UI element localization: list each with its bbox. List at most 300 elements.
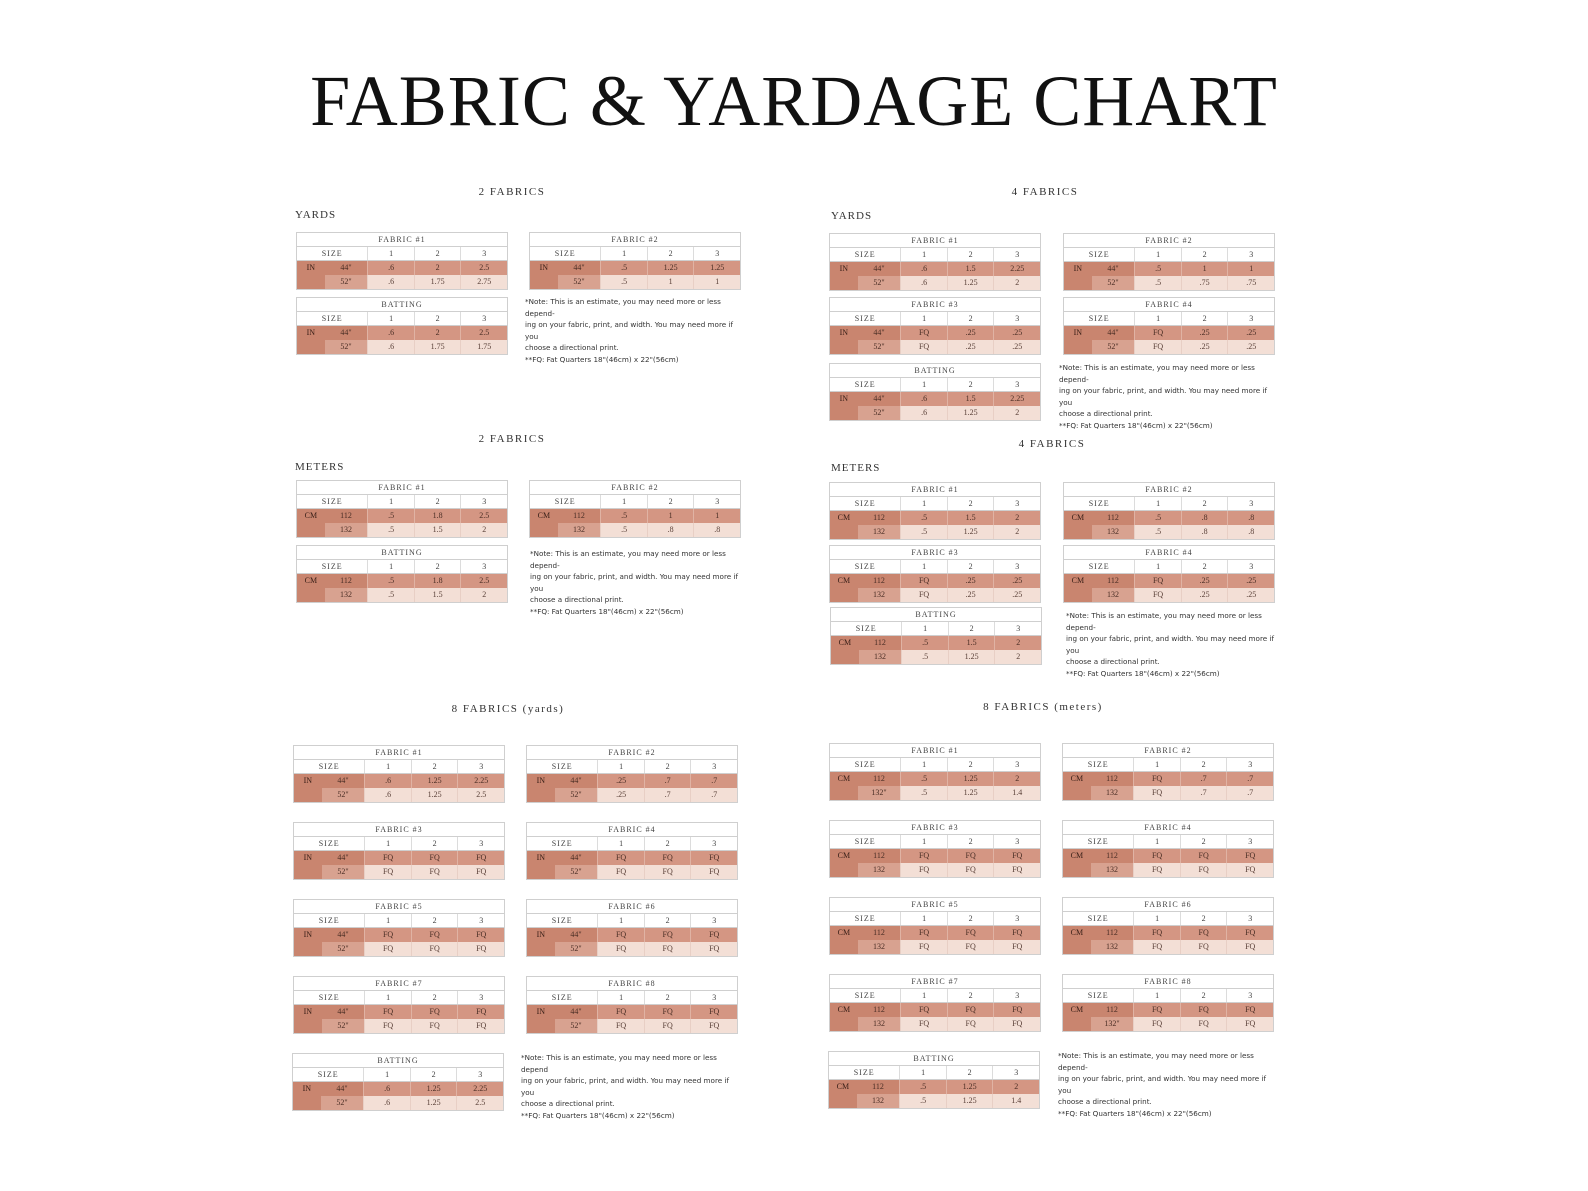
yardage-table [1063,233,1275,291]
value-cell: .25 [947,340,994,354]
size-column-label: 1 [367,312,414,325]
size-column-label: 1 [363,1068,410,1081]
table-row [1063,940,1273,954]
value-cell: 2 [992,1080,1039,1094]
width-cell: 52" [858,406,901,420]
unit-cell-blank [293,1096,321,1110]
value-cell: 2 [414,326,461,340]
unit-cell-blank [830,525,858,539]
size-label: SIZE [554,497,576,506]
size-column-label: 1 [901,622,948,635]
size-column-label: 2 [947,312,994,325]
value-cell: .8 [1181,511,1228,525]
size-header-row [1063,989,1273,1003]
value-cell: FQ [457,865,504,879]
value-cell: FQ [1133,772,1180,786]
table-row [830,406,1040,420]
value-cell: 1.25 [947,406,994,420]
value-cell: .25 [993,588,1040,602]
size-header-row [830,560,1040,574]
size-column-label: 1 [900,989,947,1002]
unit-cell: IN [527,851,555,865]
size-column-label: 2 [948,622,995,635]
value-cell: FQ [947,849,994,863]
table-header: FABRIC #4 [1063,821,1273,835]
yardage-table [292,1053,504,1111]
value-cell: .25 [1181,340,1228,354]
table-header: FABRIC #1 [830,483,1040,497]
value-cell: .5 [1134,511,1181,525]
unit-cell: IN [294,928,322,942]
table-row [530,261,740,275]
note-line: choose a directional print. [1059,409,1153,418]
table-header: BATTING [297,546,507,560]
size-column-label: 2 [947,497,994,510]
value-cell: .5 [367,509,414,523]
value-cell: FQ [457,928,504,942]
width-cell: 112 [858,849,901,863]
table-row [1063,1017,1273,1031]
size-column-label: 1 [1134,497,1181,510]
value-cell: FQ [690,1005,737,1019]
table-row [294,851,504,865]
value-cell: .25 [1181,574,1228,588]
note-line: **FQ: Fat Quarters 18"(46cm) x 22"(56cm) [1059,420,1213,430]
table-header: FABRIC #5 [294,900,504,914]
table-row [831,636,1041,650]
size-column-label: 1 [597,760,644,773]
value-cell: 2 [993,511,1040,525]
table-row [294,774,504,788]
unit-cell-blank [530,275,558,289]
unit-label: METERS [831,462,881,474]
unit-cell-blank [830,1017,858,1031]
table-row [297,523,507,537]
size-header-row [530,495,740,509]
unit-cell: CM [1064,511,1092,525]
size-header-row [527,837,737,851]
value-cell: .25 [993,574,1040,588]
width-cell: 52" [558,275,601,289]
value-cell: .5 [367,588,414,602]
value-cell: FQ [364,1005,411,1019]
width-cell: 112 [325,509,368,523]
size-column-label: 1 [597,991,644,1004]
size-label: SIZE [318,993,340,1002]
width-cell: 112 [1092,511,1135,525]
unit-cell-blank [1063,1017,1091,1031]
value-cell: 1.8 [414,509,461,523]
value-cell: 1.25 [410,1082,457,1096]
value-cell: 2 [994,636,1041,650]
value-cell: FQ [1134,574,1181,588]
note-line: **FQ: Fat Quarters 18"(46cm) x 22"(56cm) [1058,1108,1212,1118]
width-cell: 52" [555,865,598,879]
yardage-table [296,480,508,538]
yardage-table [829,545,1041,603]
table-header: BATTING [830,364,1040,378]
table-row [830,786,1040,800]
width-cell: 44" [325,261,368,275]
table-header: FABRIC #8 [527,977,737,991]
value-cell: 1.5 [414,588,461,602]
value-cell: .25 [1227,340,1274,354]
width-cell: 112 [858,511,901,525]
table-row [1064,574,1274,588]
yardage-table [1062,897,1274,955]
yardage-table [526,822,738,880]
size-label: SIZE [854,499,876,508]
size-column-label: 1 [1134,560,1181,573]
unit-cell: IN [1064,262,1092,276]
size-column-label: 1 [900,497,947,510]
section-title: 2 FABRICS [478,186,546,198]
yardage-table [1063,545,1275,603]
value-cell: FQ [644,1005,691,1019]
size-column-label: 3 [456,1068,503,1081]
value-cell: FQ [1133,849,1180,863]
width-cell: 112 [1091,849,1134,863]
width-cell: 44" [322,928,365,942]
size-column-label: 2 [411,760,458,773]
value-cell: 1 [1181,262,1228,276]
table-row [830,525,1040,539]
width-cell: 132 [325,523,368,537]
width-cell: 44" [555,851,598,865]
size-column-label: 2 [414,560,461,573]
width-cell: 132 [858,863,901,877]
width-cell: 44" [1092,326,1135,340]
unit-cell-blank [1064,525,1092,539]
width-cell: 52" [555,1019,598,1033]
unit-cell: IN [527,928,555,942]
value-cell: 1.5 [947,511,994,525]
table-header: FABRIC #3 [830,821,1040,835]
width-cell: 132 [325,588,368,602]
value-cell: FQ [1226,926,1273,940]
table-row [294,942,504,956]
estimate-note [1059,362,1277,431]
unit-cell-blank [1063,786,1091,800]
value-cell: .8 [1181,525,1228,539]
size-label: SIZE [1088,562,1110,571]
size-label: SIZE [318,839,340,848]
size-column-label: 2 [1180,835,1227,848]
size-label: SIZE [853,1068,875,1077]
size-column-label: 2 [644,760,691,773]
table-header: BATTING [831,608,1041,622]
size-column-label: 3 [993,560,1040,573]
value-cell: .7 [644,774,691,788]
width-cell: 52" [858,276,901,290]
width-cell: 112 [1092,574,1135,588]
width-cell: 52" [325,340,368,354]
size-header-row [297,247,507,261]
size-column-label: 2 [411,914,458,927]
size-label: SIZE [854,991,876,1000]
yardage-table [829,482,1041,540]
table-header: FABRIC #1 [830,234,1040,248]
value-cell: FQ [690,942,737,956]
value-cell: FQ [993,1003,1040,1017]
yardage-table [526,745,738,803]
value-cell: .5 [367,574,414,588]
value-cell: FQ [690,1019,737,1033]
table-row [294,788,504,802]
size-header-row [830,912,1040,926]
size-header-row [830,989,1040,1003]
value-cell: FQ [690,865,737,879]
section-title: 8 FABRICS (meters) [983,701,1103,713]
table-row [830,849,1040,863]
size-header-row [527,991,737,1005]
unit-cell-blank [527,1019,555,1033]
value-cell: 2 [460,523,507,537]
yardage-table [1062,974,1274,1032]
width-cell: 52" [858,340,901,354]
size-header-row [294,914,504,928]
size-header-row [530,247,740,261]
note-line: ing on your fabric, print, and width. You may need more if you [1059,386,1267,407]
width-cell: 52" [555,942,598,956]
unit-cell-blank [830,340,858,354]
width-cell: 132 [857,1094,900,1108]
value-cell: .6 [364,788,411,802]
value-cell: .6 [367,340,414,354]
value-cell: .5 [600,275,647,289]
unit-cell-blank [530,523,558,537]
width-cell: 132 [858,1017,901,1031]
value-cell: 1 [693,509,740,523]
size-column-label: 1 [364,760,411,773]
size-column-label: 2 [947,989,994,1002]
size-label: SIZE [317,1070,339,1079]
size-column-label: 2 [947,758,994,771]
unit-cell: IN [294,774,322,788]
size-column-label: 2 [1180,989,1227,1002]
value-cell: .25 [1227,588,1274,602]
table-header: FABRIC #2 [527,746,737,760]
value-cell: FQ [900,1003,947,1017]
size-header-row [830,835,1040,849]
value-cell: FQ [900,326,947,340]
value-cell: 1.5 [948,636,995,650]
size-header-row [294,991,504,1005]
table-row [830,392,1040,406]
width-cell: 112 [857,1080,900,1094]
value-cell: .5 [600,261,647,275]
note-line: choose a directional print. [525,343,619,352]
value-cell: FQ [1226,849,1273,863]
size-column-label: 1 [1133,989,1180,1002]
value-cell: 1.25 [647,261,694,275]
value-cell: FQ [993,863,1040,877]
size-column-label: 2 [411,991,458,1004]
value-cell: .75 [1181,276,1228,290]
value-cell: FQ [900,574,947,588]
unit-cell-blank [1064,276,1092,290]
size-column-label: 1 [1134,248,1181,261]
width-cell: 52" [321,1096,364,1110]
size-label: SIZE [854,914,876,923]
value-cell: FQ [1134,588,1181,602]
size-label: SIZE [554,249,576,258]
table-row [830,863,1040,877]
value-cell: FQ [1180,863,1227,877]
table-row [1064,340,1274,354]
size-label: SIZE [1087,991,1109,1000]
note-line: *Note: This is an estimate, you may need more or less depend- [1059,363,1255,384]
width-cell: 44" [555,774,598,788]
unit-cell-blank [1064,340,1092,354]
value-cell: .5 [1134,262,1181,276]
value-cell: .6 [363,1082,410,1096]
size-column-label: 2 [947,912,994,925]
unit-cell-blank [527,788,555,802]
unit-cell: IN [1064,326,1092,340]
width-cell: 132 [859,650,902,664]
table-row [294,1005,504,1019]
unit-cell: CM [830,926,858,940]
size-column-label: 3 [1227,560,1274,573]
width-cell: 52" [325,275,368,289]
size-column-label: 2 [644,837,691,850]
value-cell: 1.75 [414,340,461,354]
table-row [297,340,507,354]
value-cell: .25 [1181,326,1228,340]
width-cell: 112 [325,574,368,588]
value-cell: 1.75 [460,340,507,354]
value-cell: FQ [1133,1003,1180,1017]
yardage-table [293,899,505,957]
value-cell: .6 [900,262,947,276]
value-cell: FQ [1226,1017,1273,1031]
value-cell: .8 [693,523,740,537]
value-cell: .5 [901,650,948,664]
size-label: SIZE [1088,499,1110,508]
table-row [294,1019,504,1033]
value-cell: .6 [367,261,414,275]
width-cell: 132 [1091,940,1134,954]
yardage-table [829,743,1041,801]
unit-cell: CM [830,511,858,525]
value-cell: 2.25 [457,774,504,788]
unit-cell-blank [830,786,858,800]
size-column-label: 3 [1227,248,1274,261]
width-cell: 112 [858,772,901,786]
table-row [830,772,1040,786]
unit-cell: CM [1063,772,1091,786]
table-row [1063,863,1273,877]
unit-cell: IN [294,1005,322,1019]
value-cell: 1.4 [992,1094,1039,1108]
yardage-table [293,745,505,803]
unit-cell-blank [297,275,325,289]
size-header-row [1063,835,1273,849]
note-line: *Note: This is an estimate, you may need more or less depend- [525,297,721,318]
value-cell: 1.5 [414,523,461,537]
note-line: ing on your fabric, print, and width. You may need more if you [1066,634,1274,655]
value-cell: 2.5 [456,1096,503,1110]
unit-cell-blank [1064,588,1092,602]
size-column-label: 3 [457,991,504,1004]
value-cell: FQ [1134,340,1181,354]
value-cell: 1.75 [414,275,461,289]
size-header-row [1063,758,1273,772]
value-cell: FQ [364,942,411,956]
table-row [527,774,737,788]
size-column-label: 2 [414,312,461,325]
yardage-table [529,232,741,290]
unit-cell: CM [1063,849,1091,863]
value-cell: FQ [1226,863,1273,877]
width-cell: 52" [322,1019,365,1033]
width-cell: 132 [1091,786,1134,800]
value-cell: FQ [900,588,947,602]
table-row [527,865,737,879]
unit-cell: IN [297,261,325,275]
table-header: FABRIC #2 [530,481,740,495]
value-cell: FQ [597,851,644,865]
yardage-table [1062,743,1274,801]
size-column-label: 2 [1180,758,1227,771]
value-cell: FQ [364,865,411,879]
size-column-label: 1 [364,991,411,1004]
width-cell: 132 [1092,525,1135,539]
table-row [830,926,1040,940]
value-cell: 2 [460,588,507,602]
table-row [297,261,507,275]
value-cell: .25 [597,788,644,802]
value-cell: 2.5 [457,788,504,802]
size-header-row [297,560,507,574]
yardage-table [1063,297,1275,355]
size-column-label: 1 [600,495,647,508]
size-label: SIZE [551,993,573,1002]
yardage-table [828,1051,1040,1109]
value-cell: FQ [411,928,458,942]
yardage-table [529,480,741,538]
size-column-label: 3 [457,760,504,773]
table-row [830,1003,1040,1017]
size-header-row [830,497,1040,511]
size-column-label: 1 [1134,312,1181,325]
table-row [1064,588,1274,602]
value-cell: .25 [1227,574,1274,588]
value-cell: FQ [457,942,504,956]
value-cell: .5 [600,509,647,523]
table-row [830,588,1040,602]
value-cell: FQ [900,340,947,354]
size-column-label: 1 [900,248,947,261]
size-column-label: 1 [367,247,414,260]
width-cell: 44" [555,1005,598,1019]
value-cell: .5 [900,772,947,786]
unit-cell: CM [829,1080,857,1094]
width-cell: 112 [1091,772,1134,786]
size-label: SIZE [321,497,343,506]
size-label: SIZE [1088,250,1110,259]
value-cell: .7 [1180,786,1227,800]
size-header-row [527,760,737,774]
value-cell: FQ [411,851,458,865]
value-cell: FQ [947,926,994,940]
table-header: FABRIC #4 [1064,546,1274,560]
value-cell: 1.25 [411,774,458,788]
size-header-row [294,837,504,851]
table-row [1063,772,1273,786]
unit-cell-blank [297,588,325,602]
